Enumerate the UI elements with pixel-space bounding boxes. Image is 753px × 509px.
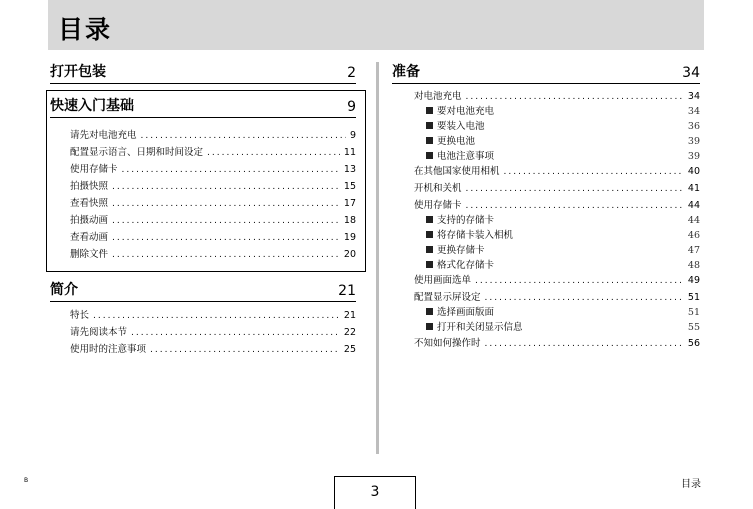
toc-item-page: 17 bbox=[343, 198, 356, 209]
toc-subentry[interactable] bbox=[426, 319, 700, 333]
toc-subentry[interactable] bbox=[426, 227, 700, 241]
toc-entry-label: 使用存储卡 bbox=[414, 200, 462, 211]
toc-entry[interactable] bbox=[414, 88, 700, 104]
leader-dots bbox=[122, 165, 340, 175]
toc-item[interactable] bbox=[70, 324, 356, 340]
column-divider bbox=[376, 62, 379, 454]
toc-item[interactable] bbox=[70, 178, 356, 194]
toc-entry-label: 使用画面选单 bbox=[414, 275, 472, 286]
page-title: 目录 bbox=[58, 15, 113, 44]
bullet-square-icon bbox=[426, 261, 433, 268]
toc-subentry-page: 48 bbox=[687, 260, 700, 271]
section-page: 2 bbox=[347, 65, 356, 81]
toc-item-page: 25 bbox=[343, 344, 356, 355]
toc-entry[interactable] bbox=[414, 180, 700, 196]
bullet-square-icon bbox=[426, 152, 433, 159]
section-page: 34 bbox=[682, 65, 700, 81]
toc-item[interactable] bbox=[70, 229, 356, 245]
leader-dots bbox=[207, 148, 340, 158]
toc-subentry-label: 更换电池 bbox=[437, 136, 476, 147]
toc-subentry-label: 将存储卡装入相机 bbox=[437, 230, 514, 241]
leader-dots bbox=[150, 345, 340, 355]
toc-item-label: 请先对电池充电 bbox=[70, 130, 137, 141]
bullet-square-icon bbox=[426, 231, 433, 238]
toc-entry-page: 40 bbox=[687, 166, 700, 177]
toc-entry-label: 配置显示屏设定 bbox=[414, 292, 481, 303]
toc-item[interactable] bbox=[70, 195, 356, 211]
bullet-square-icon bbox=[426, 137, 433, 144]
toc-item-label: 拍摄快照 bbox=[70, 181, 109, 192]
toc-item-label: 配置显示语言、日期和时间设定 bbox=[70, 147, 204, 158]
toc-subentry-page: 34 bbox=[687, 106, 700, 117]
toc-item-label: 使用时的注意事项 bbox=[70, 344, 147, 355]
toc-subentry[interactable] bbox=[426, 212, 700, 226]
toc-entry[interactable] bbox=[414, 197, 700, 213]
toc-item-label: 查看动画 bbox=[70, 232, 109, 243]
toc-section-quick-start[interactable] bbox=[50, 95, 356, 118]
section-page: 9 bbox=[347, 99, 356, 115]
toc-entry-label: 对电池充电 bbox=[414, 91, 462, 102]
leader-dots bbox=[141, 131, 346, 141]
leader-dots bbox=[112, 199, 340, 209]
footer-mark: B bbox=[24, 477, 29, 484]
toc-item-label: 请先阅读本节 bbox=[70, 327, 128, 338]
toc-entry[interactable] bbox=[414, 272, 700, 288]
leader-dots bbox=[112, 216, 340, 226]
toc-entry-page: 44 bbox=[687, 200, 700, 211]
toc-subentry-page: 46 bbox=[687, 230, 700, 241]
toc-item[interactable] bbox=[70, 127, 356, 143]
toc-item[interactable] bbox=[70, 307, 356, 323]
leader-dots bbox=[504, 167, 684, 177]
toc-subentry-label: 支持的存储卡 bbox=[437, 215, 495, 226]
toc-item-label: 拍摄动画 bbox=[70, 215, 109, 226]
bullet-square-icon bbox=[426, 246, 433, 253]
toc-subentry-page: 36 bbox=[687, 121, 700, 132]
toc-item-page: 9 bbox=[349, 130, 356, 141]
section-title: 打开包装 bbox=[50, 64, 106, 80]
toc-section-preparation[interactable] bbox=[392, 61, 700, 84]
bullet-square-icon bbox=[426, 308, 433, 315]
toc-item[interactable] bbox=[70, 246, 356, 262]
toc-subentry-page: 39 bbox=[687, 151, 700, 162]
toc-item[interactable] bbox=[70, 212, 356, 228]
toc-item[interactable] bbox=[70, 144, 356, 160]
toc-subentry-page: 55 bbox=[687, 322, 700, 333]
toc-subentry[interactable] bbox=[426, 257, 700, 271]
toc-item-page: 11 bbox=[343, 147, 356, 158]
leader-dots bbox=[466, 201, 684, 211]
toc-subentry-label: 更换存储卡 bbox=[437, 245, 485, 256]
toc-entry-page: 34 bbox=[687, 91, 700, 102]
toc-entry-label: 开机和关机 bbox=[414, 183, 462, 194]
toc-item-page: 15 bbox=[343, 181, 356, 192]
leader-dots bbox=[131, 328, 340, 338]
toc-subentry[interactable] bbox=[426, 242, 700, 256]
toc-entry-label: 在其他国家使用相机 bbox=[414, 166, 500, 177]
toc-subentry-label: 格式化存储卡 bbox=[437, 260, 495, 271]
leader-dots bbox=[112, 233, 340, 243]
leader-dots bbox=[112, 182, 340, 192]
toc-entry[interactable] bbox=[414, 289, 700, 305]
toc-entry-page: 51 bbox=[687, 292, 700, 303]
toc-subentry-page: 51 bbox=[687, 307, 700, 318]
toc-item-label: 删除文件 bbox=[70, 249, 109, 260]
toc-entry[interactable] bbox=[414, 335, 700, 351]
toc-subentry[interactable] bbox=[426, 304, 700, 318]
toc-subentry-label: 打开和关闭显示信息 bbox=[437, 322, 523, 333]
toc-entry-page: 56 bbox=[687, 338, 700, 349]
toc-item-page: 22 bbox=[343, 327, 356, 338]
section-title: 准备 bbox=[392, 64, 420, 80]
section-title: 快速入门基础 bbox=[50, 98, 134, 114]
toc-subentry-page: 44 bbox=[687, 215, 700, 226]
bullet-square-icon bbox=[426, 216, 433, 223]
footer-toc-link[interactable]: 目录 bbox=[681, 479, 701, 490]
leader-dots bbox=[485, 293, 684, 303]
header-band bbox=[48, 0, 704, 50]
leader-dots bbox=[466, 184, 684, 194]
section-title: 简介 bbox=[50, 282, 78, 298]
toc-item-page: 13 bbox=[343, 164, 356, 175]
toc-item[interactable] bbox=[70, 341, 356, 357]
toc-item-page: 21 bbox=[343, 310, 356, 321]
toc-entry-label: 不知如何操作时 bbox=[414, 338, 481, 349]
toc-subentry-page: 39 bbox=[687, 136, 700, 147]
page-number: 3 bbox=[334, 476, 416, 509]
toc-item-page: 19 bbox=[343, 232, 356, 243]
toc-subentry[interactable] bbox=[426, 103, 700, 117]
toc-item-label: 使用存储卡 bbox=[70, 164, 118, 175]
leader-dots bbox=[466, 92, 684, 102]
leader-dots bbox=[112, 250, 340, 260]
toc-subentry[interactable] bbox=[426, 118, 700, 132]
section-page: 21 bbox=[338, 283, 356, 299]
toc-section-introduction[interactable] bbox=[50, 279, 356, 302]
toc-entry-page: 49 bbox=[687, 275, 700, 286]
toc-subentry[interactable] bbox=[426, 148, 700, 162]
toc-item[interactable] bbox=[70, 161, 356, 177]
toc-subentry-label: 要对电池充电 bbox=[437, 106, 495, 117]
toc-entry[interactable] bbox=[414, 163, 700, 179]
bullet-square-icon bbox=[426, 122, 433, 129]
toc-item-label: 特长 bbox=[70, 310, 90, 321]
toc-item-label: 查看快照 bbox=[70, 198, 109, 209]
toc-section-unpacking[interactable] bbox=[50, 61, 356, 84]
toc-subentry-label: 要装入电池 bbox=[437, 121, 485, 132]
toc-subentry[interactable] bbox=[426, 133, 700, 147]
bullet-square-icon bbox=[426, 107, 433, 114]
toc-subentry-label: 选择画面版面 bbox=[437, 307, 495, 318]
bullet-square-icon bbox=[426, 323, 433, 330]
leader-dots bbox=[485, 339, 684, 349]
leader-dots bbox=[93, 311, 340, 321]
toc-subentry-label: 电池注意事项 bbox=[437, 151, 495, 162]
leader-dots bbox=[475, 276, 684, 286]
toc-entry-page: 41 bbox=[687, 183, 700, 194]
toc-item-page: 18 bbox=[343, 215, 356, 226]
toc-item-page: 20 bbox=[343, 249, 356, 260]
toc-subentry-page: 47 bbox=[687, 245, 700, 256]
